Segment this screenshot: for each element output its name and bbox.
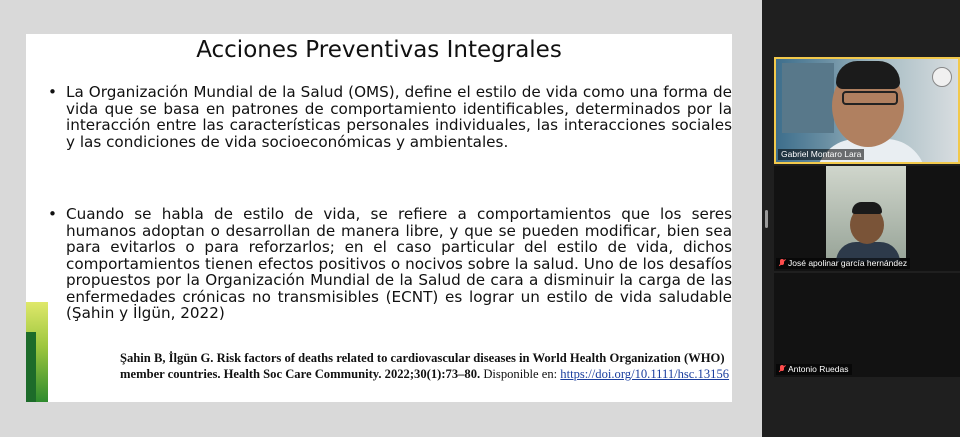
reference-text: Şahin B, İlgün G. Risk factors of deaths related to cardiovascular diseases in World Health Organization (WHO) member countries. Health Soc Care Community. 2022;30(1):73–80. (120, 351, 725, 381)
speaker-hair (836, 61, 900, 89)
org-logo-icon (932, 67, 952, 87)
slide-bullet (48, 206, 732, 322)
slide-bullet (48, 84, 732, 150)
video-tile[interactable] (774, 166, 960, 271)
participant-name-label (778, 149, 864, 160)
speaker-glasses (842, 91, 898, 105)
bullet-text: La Organización Mundial de la Salud (OMS), define el estilo de vida como una forma de vida que se basa en patrones de comportamiento identificables, determinados por la interacción entre las características personales individuales, las interacciones sociales y las condiciones de vida socioeconómicas y ambientales. (66, 83, 732, 151)
background-poster (782, 63, 834, 133)
video-tile-active-speaker[interactable] (774, 57, 960, 164)
slide-title: Acciones Preventivas Integrales (196, 37, 562, 63)
slide-decoration-bar-dark (26, 332, 36, 402)
reference-available: Disponible en: (483, 367, 558, 381)
participant-name-label (776, 364, 852, 375)
participant-hair (852, 202, 882, 214)
presentation-slide (26, 34, 732, 402)
bullet-marker: • (48, 83, 57, 101)
participant-name: Antonio Ruedas (788, 364, 849, 374)
bullet-text: Cuando se habla de estilo de vida, se refiere a comportamientos que los seres humanos adoptan o desarrollan de manera libre, y que se pueden modificar, bien sea para evitarlos o para reforzarlos; en el caso particular del estilo de vida, dichos comportamientos tienen efectos positivos o nocivos sobre la salud. Uno de los desafíos propuestos por la Organización Mundial de la Salud de cara a disminuir la carga de las enfermedades crónicas no transmisibles (ECNT) es lograr un estilo de vida saludable (Şahin y İlgün, 2022) (66, 205, 732, 322)
participant-name-label (776, 258, 910, 269)
mic-muted-icon (779, 259, 785, 267)
video-tile[interactable] (774, 273, 960, 377)
panel-resize-handle[interactable] (765, 210, 768, 228)
participant-name: José apolinar garcía hernández (788, 258, 908, 268)
participant-name: Gabriel Montaro Lara (781, 149, 862, 159)
reference-link[interactable]: https://doi.org/10.1111/hsc.13156 (560, 367, 730, 381)
mic-muted-icon (779, 365, 785, 373)
slide-reference (120, 350, 732, 382)
bullet-marker: • (48, 205, 57, 223)
